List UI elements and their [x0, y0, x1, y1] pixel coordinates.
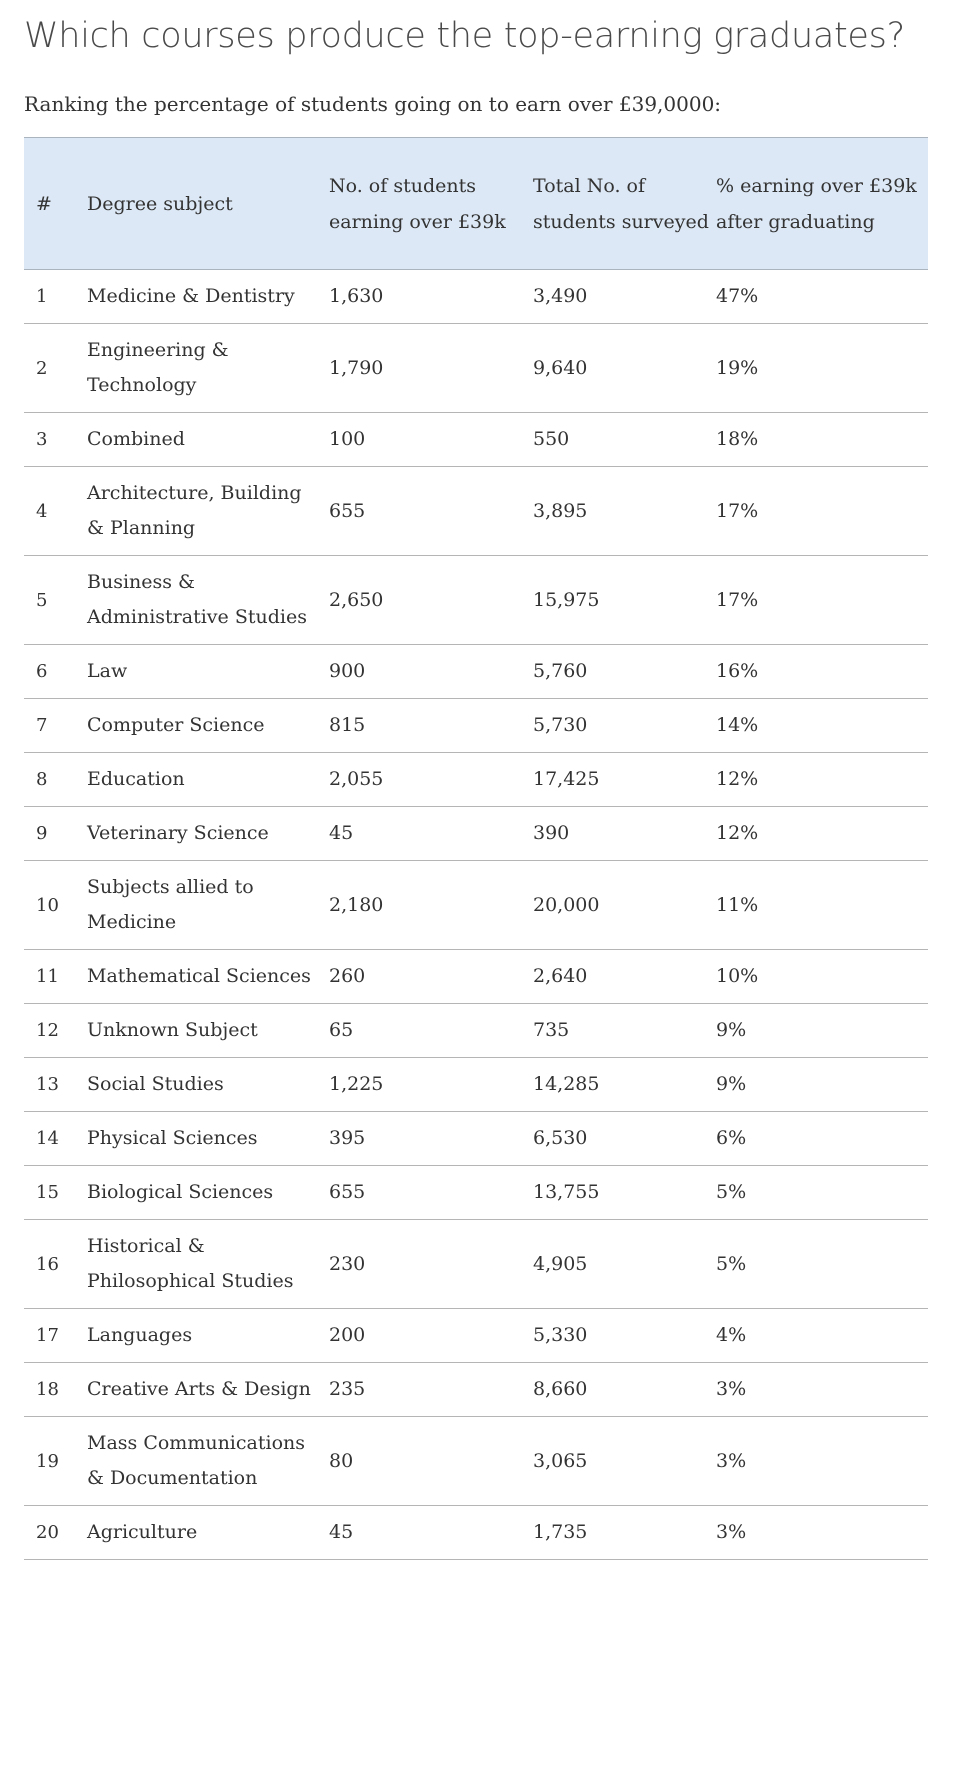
table-header — [24, 138, 928, 270]
table-row — [24, 1309, 928, 1363]
header-rank: # — [24, 138, 87, 270]
table-row — [24, 556, 928, 645]
cell-students-surveyed: 9,640 — [533, 324, 716, 413]
cell-rank: 11 — [24, 950, 87, 1004]
table-row — [24, 1112, 928, 1166]
cell-degree-subject: Mass Communications & Documentation — [87, 1417, 329, 1506]
cell-students-earning: 1,790 — [329, 324, 533, 413]
cell-students-earning: 395 — [329, 1112, 533, 1166]
cell-percent-earning: 18% — [716, 413, 928, 467]
cell-rank: 16 — [24, 1220, 87, 1309]
cell-students-earning: 65 — [329, 1004, 533, 1058]
cell-students-surveyed: 8,660 — [533, 1363, 716, 1417]
cell-percent-earning: 17% — [716, 467, 928, 556]
cell-students-surveyed: 17,425 — [533, 753, 716, 807]
cell-percent-earning: 3% — [716, 1363, 928, 1417]
cell-students-earning: 900 — [329, 645, 533, 699]
cell-students-surveyed: 1,735 — [533, 1506, 716, 1560]
cell-rank: 18 — [24, 1363, 87, 1417]
cell-degree-subject: Computer Science — [87, 699, 329, 753]
cell-rank: 14 — [24, 1112, 87, 1166]
cell-degree-subject: Social Studies — [87, 1058, 329, 1112]
table-row — [24, 1166, 928, 1220]
cell-percent-earning: 12% — [716, 807, 928, 861]
table-header-row — [24, 138, 928, 270]
cell-percent-earning: 5% — [716, 1220, 928, 1309]
cell-rank: 10 — [24, 861, 87, 950]
header-degree-subject: Degree subject — [87, 138, 329, 270]
cell-degree-subject: Biological Sciences — [87, 1166, 329, 1220]
cell-degree-subject: Mathematical Sciences — [87, 950, 329, 1004]
cell-rank: 3 — [24, 413, 87, 467]
cell-students-earning: 815 — [329, 699, 533, 753]
cell-degree-subject: Languages — [87, 1309, 329, 1363]
cell-percent-earning: 3% — [716, 1506, 928, 1560]
cell-students-earning: 235 — [329, 1363, 533, 1417]
cell-rank: 12 — [24, 1004, 87, 1058]
cell-percent-earning: 10% — [716, 950, 928, 1004]
cell-students-surveyed: 15,975 — [533, 556, 716, 645]
table-row — [24, 950, 928, 1004]
cell-degree-subject: Agriculture — [87, 1506, 329, 1560]
cell-degree-subject: Combined — [87, 413, 329, 467]
cell-students-surveyed: 3,065 — [533, 1417, 716, 1506]
cell-students-surveyed: 4,905 — [533, 1220, 716, 1309]
cell-students-surveyed: 5,760 — [533, 645, 716, 699]
cell-students-surveyed: 5,730 — [533, 699, 716, 753]
cell-percent-earning: 4% — [716, 1309, 928, 1363]
table-row — [24, 1417, 928, 1506]
cell-percent-earning: 11% — [716, 861, 928, 950]
cell-degree-subject: Engineering & Technology — [87, 324, 329, 413]
cell-rank: 6 — [24, 645, 87, 699]
cell-students-earning: 655 — [329, 467, 533, 556]
cell-students-surveyed: 5,330 — [533, 1309, 716, 1363]
table-row — [24, 1058, 928, 1112]
cell-degree-subject: Architecture, Building & Planning — [87, 467, 329, 556]
cell-degree-subject: Unknown Subject — [87, 1004, 329, 1058]
table-row — [24, 1220, 928, 1309]
cell-percent-earning: 12% — [716, 753, 928, 807]
cell-students-earning: 1,225 — [329, 1058, 533, 1112]
table-row — [24, 1363, 928, 1417]
cell-students-earning: 1,630 — [329, 270, 533, 324]
cell-percent-earning: 6% — [716, 1112, 928, 1166]
table-row — [24, 1004, 928, 1058]
cell-degree-subject: Business & Administrative Studies — [87, 556, 329, 645]
header-percent-earning: % earning over £39k after graduating — [716, 138, 928, 270]
cell-percent-earning: 19% — [716, 324, 928, 413]
cell-degree-subject: Creative Arts & Design — [87, 1363, 329, 1417]
table-row — [24, 1506, 928, 1560]
table-row — [24, 699, 928, 753]
cell-students-earning: 2,650 — [329, 556, 533, 645]
cell-percent-earning: 16% — [716, 645, 928, 699]
cell-students-surveyed: 13,755 — [533, 1166, 716, 1220]
cell-students-surveyed: 390 — [533, 807, 716, 861]
cell-students-surveyed: 735 — [533, 1004, 716, 1058]
cell-rank: 7 — [24, 699, 87, 753]
header-students-earning: No. of students earning over £39k — [329, 138, 533, 270]
cell-rank: 20 — [24, 1506, 87, 1560]
cell-rank: 1 — [24, 270, 87, 324]
cell-rank: 2 — [24, 324, 87, 413]
cell-students-earning: 45 — [329, 807, 533, 861]
cell-percent-earning: 14% — [716, 699, 928, 753]
cell-students-surveyed: 6,530 — [533, 1112, 716, 1166]
cell-students-surveyed: 3,490 — [533, 270, 716, 324]
table-body — [24, 270, 928, 1560]
cell-students-surveyed: 3,895 — [533, 467, 716, 556]
cell-rank: 9 — [24, 807, 87, 861]
table-row — [24, 861, 928, 950]
cell-students-earning: 80 — [329, 1417, 533, 1506]
table-row — [24, 324, 928, 413]
table-row — [24, 270, 928, 324]
cell-students-surveyed: 2,640 — [533, 950, 716, 1004]
cell-degree-subject: Subjects allied to Medicine — [87, 861, 329, 950]
cell-percent-earning: 9% — [716, 1058, 928, 1112]
header-students-surveyed: Total No. of students surveyed — [533, 138, 716, 270]
cell-degree-subject: Education — [87, 753, 329, 807]
page-subtitle: Ranking the percentage of students going on to earn over £39,0000: — [24, 92, 722, 116]
table-row — [24, 753, 928, 807]
cell-rank: 15 — [24, 1166, 87, 1220]
ranking-table — [24, 137, 928, 1560]
cell-degree-subject: Law — [87, 645, 329, 699]
cell-students-earning: 260 — [329, 950, 533, 1004]
cell-percent-earning: 47% — [716, 270, 928, 324]
cell-percent-earning: 9% — [716, 1004, 928, 1058]
table-row — [24, 645, 928, 699]
cell-degree-subject: Medicine & Dentistry — [87, 270, 329, 324]
cell-percent-earning: 5% — [716, 1166, 928, 1220]
cell-students-earning: 2,180 — [329, 861, 533, 950]
cell-rank: 5 — [24, 556, 87, 645]
cell-percent-earning: 3% — [716, 1417, 928, 1506]
cell-degree-subject: Historical & Philosophical Studies — [87, 1220, 329, 1309]
table-row — [24, 807, 928, 861]
page-title: Which courses produce the top-earning graduates? — [24, 16, 905, 56]
table-row — [24, 413, 928, 467]
cell-degree-subject: Physical Sciences — [87, 1112, 329, 1166]
cell-students-earning: 2,055 — [329, 753, 533, 807]
cell-students-earning: 45 — [329, 1506, 533, 1560]
cell-rank: 13 — [24, 1058, 87, 1112]
cell-degree-subject: Veterinary Science — [87, 807, 329, 861]
cell-students-earning: 230 — [329, 1220, 533, 1309]
cell-rank: 4 — [24, 467, 87, 556]
cell-rank: 19 — [24, 1417, 87, 1506]
cell-rank: 17 — [24, 1309, 87, 1363]
cell-students-earning: 100 — [329, 413, 533, 467]
table-row — [24, 467, 928, 556]
cell-students-surveyed: 14,285 — [533, 1058, 716, 1112]
cell-students-surveyed: 550 — [533, 413, 716, 467]
cell-students-earning: 200 — [329, 1309, 533, 1363]
cell-students-surveyed: 20,000 — [533, 861, 716, 950]
cell-percent-earning: 17% — [716, 556, 928, 645]
cell-students-earning: 655 — [329, 1166, 533, 1220]
cell-rank: 8 — [24, 753, 87, 807]
